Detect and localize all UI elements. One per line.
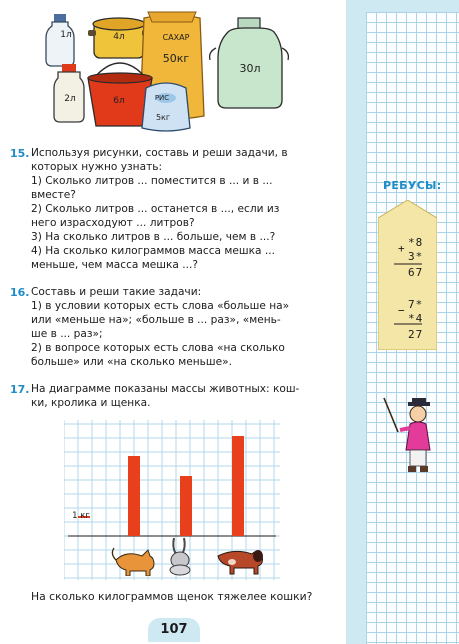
- containers-illustration: [44, 8, 340, 136]
- milk-can-label: 30л: [239, 62, 261, 75]
- rebus-sub-result: 27: [408, 328, 424, 341]
- task16-line-5: 2) в вопросе которых есть слова «на сколько: [31, 342, 285, 354]
- task16-line-6: больше» или «на сколько меньше».: [31, 356, 232, 368]
- task15-number: 15.: [10, 147, 30, 160]
- puppy-image: [218, 550, 263, 574]
- pot-label: 4л: [113, 32, 125, 42]
- task16-number: 16.: [10, 286, 30, 299]
- sack-label-bottom: 50кг: [162, 52, 190, 65]
- task15-line-6: него израсходуют ... литров?: [31, 217, 195, 229]
- bottle-label: 1л: [60, 30, 72, 40]
- rice-label-top: РИС: [154, 94, 170, 102]
- task17-question: На сколько килограммов щенок тяжелее кошки?: [31, 590, 313, 603]
- rebus-sub-bottom: *4: [408, 312, 424, 325]
- chart-bars: [68, 436, 276, 536]
- task16-line-2: 1) в условии которых есть слова «больше на»: [31, 300, 290, 312]
- task15-line-1: Используя рисунки, составь и реши задачи, в: [31, 147, 288, 159]
- task17-line-2: ки, кролика и щенка.: [31, 397, 151, 409]
- bucket-label: 6л: [113, 96, 125, 106]
- sack-label-top: САХАР: [162, 33, 190, 42]
- task17-line-1: На диаграмме показаны массы животных: кош-: [31, 383, 300, 395]
- task16-line-1: Составь и реши такие задачи:: [31, 286, 202, 298]
- task17-number: 17.: [10, 383, 30, 396]
- bar-2: [232, 436, 244, 536]
- rebus-title: РЕБУСЫ:: [383, 179, 442, 192]
- rebus-add-result: 67: [408, 266, 424, 279]
- jar-image: [54, 64, 84, 122]
- bottle-image: [46, 14, 74, 66]
- bar-0: [128, 456, 140, 536]
- professor-illustration: [380, 396, 438, 476]
- task15-line-8: 4) На сколько килограммов масса мешка ...: [31, 245, 275, 257]
- rebus-sub-top: 7*: [408, 298, 424, 311]
- task15-line-9: меньше, чем масса мешка ...?: [31, 259, 198, 271]
- jar-label: 2л: [64, 94, 76, 104]
- animals-illustration: [108, 534, 268, 576]
- task16-line-4: ше в ... раз»;: [31, 328, 103, 340]
- rice-bag-image: [142, 83, 190, 131]
- task15-line-3: 1) Сколько литров ... поместится в ... и в ...: [31, 175, 273, 187]
- task16-line-3: или «меньше на»; «больше в ... раз», «мень-: [31, 314, 281, 326]
- rebus-add-op: +: [398, 242, 406, 255]
- chart-unit-label: 1 кг: [72, 511, 90, 521]
- rebus-add-bottom: 3*: [408, 250, 424, 263]
- task15-line-7: 3) На сколько литров в ... больше, чем в ...?: [31, 231, 276, 243]
- task15-line-2: которых нужно узнать:: [31, 161, 163, 173]
- cat-image: [112, 548, 154, 576]
- bar-1: [180, 476, 192, 536]
- rice-label-bottom: 5кг: [155, 113, 171, 122]
- task15-line-5: 2) Сколько литров ... останется в ..., если из: [31, 203, 280, 215]
- page-number: 107: [148, 618, 200, 642]
- rebus-sub-op: −: [398, 304, 406, 317]
- rebus-add-top: *8: [408, 236, 424, 249]
- rabbit-image: [170, 538, 190, 575]
- task15-line-4: вместе?: [31, 189, 76, 201]
